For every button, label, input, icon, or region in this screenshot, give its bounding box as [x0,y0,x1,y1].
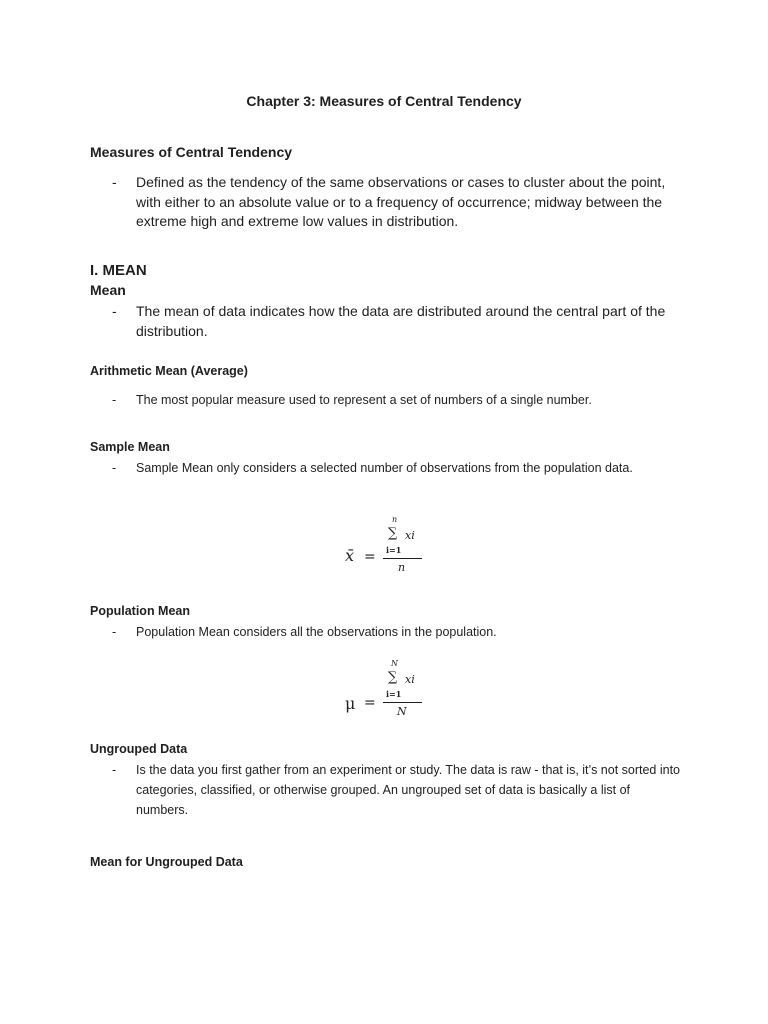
list-item [90,760,680,820]
section-text: Defined as the tendency of the same observations or cases to cluster about the point, with either to an absolute value or to a frequency of occurrence; midway between the extreme high and extreme low values in distribution. [136,174,666,229]
sigma-symbol: ∑ [388,526,398,541]
mean-section-heading: I. MEAN [90,262,147,279]
list-item [90,302,680,341]
section-heading: Measures of Central Tendency [90,144,293,160]
arithmetic-mean-heading: Arithmetic Mean (Average) [90,364,248,378]
list-item [90,458,680,478]
sigma-symbol: ∑ [388,670,398,685]
formula-equals: = [364,695,376,711]
mean-ungrouped-heading: Mean for Ungrouped Data [90,855,243,869]
formula-lhs: x̄ [345,546,355,565]
sample-mean-formula [340,512,440,578]
mean-subheading: Mean [90,282,126,298]
population-mean-heading: Population Mean [90,604,190,618]
formula-lower-limit: i=1 [386,545,402,555]
list-item [90,390,680,410]
bullet-marker: - [112,625,117,639]
ungrouped-data-text: Is the data you first gather from an experiment or study. The data is raw - that is, it’s not sorted into categories, classified, or otherwise grouped. An ungrouped set of data is basically a list of numbers. [136,763,681,817]
bullet-marker: - [112,303,117,319]
formula-equals: = [364,549,376,565]
fraction-bar [383,558,422,559]
population-mean-text: Population Mean considers all the observations in the population. [136,625,497,639]
formula-lower-limit: i=1 [386,689,402,699]
formula-lhs: μ [345,694,356,713]
list-item [90,622,680,642]
formula-denominator: n [398,561,406,574]
formula-denominator: N [397,705,407,718]
sample-mean-heading: Sample Mean [90,440,170,454]
mean-text: The mean of data indicates how the data are distributed around the central part of the distribution. [136,303,666,339]
bullet-marker: - [112,763,117,777]
formula-upper-limit: n [392,515,398,524]
fraction-bar [383,702,422,703]
population-mean-formula [340,656,440,722]
arithmetic-mean-text: The most popular measure used to represent a set of numbers of a single number. [136,393,592,407]
formula-upper-limit: N [391,659,398,668]
ungrouped-data-heading: Ungrouped Data [90,742,188,756]
sample-mean-text: Sample Mean only considers a selected number of observations from the population data. [136,461,633,475]
bullet-marker: - [112,461,117,475]
bullet-marker: - [112,393,117,407]
bullet-marker: - [112,174,117,190]
formula-term: xi [405,529,415,542]
formula-term: xi [405,673,415,686]
page-title: Chapter 3: Measures of Central Tendency [246,93,522,109]
list-item [90,173,680,232]
